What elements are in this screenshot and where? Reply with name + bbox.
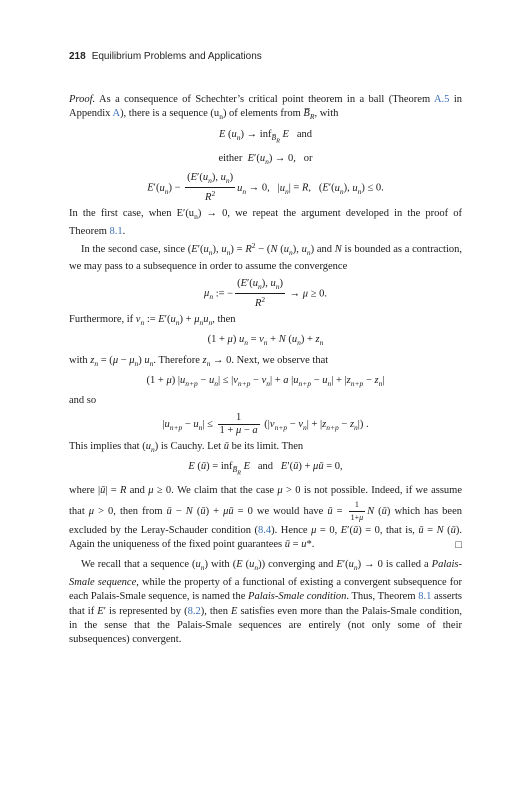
term-ps-condition: Palais-Smale condition bbox=[248, 591, 347, 603]
equation-cauchy: $|u_{n+p} - u_n|$ ≤ $\frac{1}{1 + \mu - a}$ $(|v_{n+p} - v_n| + |z_{n+p} - z_n|)$ . bbox=[162, 411, 369, 436]
equation-estimate: (1 + μ) $|u_{n+p} - u_n| \le |v_{n+p} - v_n| + a$ $|u_{n+p} - u_n| + |z_{n+p} - z_n|$ bbox=[146, 374, 385, 388]
proof-paragraph-4: Furthermore, if $v_n$ := $E'(u_n) + \mu_nu_n$, then bbox=[69, 313, 236, 327]
equation-either: either $E'(u_n) \to 0$, or bbox=[218, 152, 313, 166]
proof-paragraph-8: where |ū| = R and μ ≥ 0. We claim that the case μ > 0 is not possible. Indeed, if we assume that μ > 0, then from ū − N (ū) + μū = 0 we would have ū = $\frac{1}{1+\mu}$ N (ū) which has been excluded by the Leray-Schauder condition (8.4). Hence μ = 0, E′(ū) = 0, that is, ū = N (ū). Again the uniqueness of the fixed point guarantees ū = u*. □ bbox=[69, 485, 463, 551]
proof-label: Proof. bbox=[69, 94, 96, 105]
equation-decomposition: (1 + μ) $u_n = v_n + N$ $(u_n) + z_n$ bbox=[207, 334, 324, 348]
equation-alternative: $E'(u_n)$ − $\frac{(E'(u_n), u_n)}{R^2}$ $u_n \to 0$, $|u_n| = R$, ($E'(u_n)$, $u_n) \le 0$. bbox=[147, 172, 384, 204]
main-text bbox=[69, 93, 462, 648]
page-number: 218 bbox=[69, 51, 86, 62]
proof-paragraph-2: In the first case, when $E'(u_n) \to 0$, we repeat the argument developed in the proof of Theorem 8.1. bbox=[69, 208, 462, 237]
ref-theorem-8-1-remark[interactable]: 8.1 bbox=[418, 591, 432, 603]
ref-theorem-a5[interactable]: A.5 bbox=[433, 94, 450, 105]
equation-limit: E (ū) = inf$_{B̅_R}$ E and E′(ū) + μū = 0, bbox=[188, 461, 343, 477]
ref-appendix-a[interactable]: A bbox=[112, 108, 121, 120]
equation-inf: E $(u_n) \to inf_{B̅_R}$ E and bbox=[219, 128, 312, 145]
running-header bbox=[69, 51, 262, 62]
proof-paragraph-5: with $z_n = (\mu - \mu_n)$ $u_n$. Therefore $z_n \to 0$. Next, we observe that bbox=[69, 354, 329, 368]
proof-paragraph-3: In the second case, since ($E'(u_n)$, $u_n) = R^2 - (N$ $(u_n)$, $u_n$) and N is bounded as a contraction, we may pass to a subsequence in order to assume the convergence bbox=[69, 240, 463, 273]
remark-paragraph: We recall that a sequence $(u_n)$ with (E $(u_n)$) converging and $E'(u_n) \to 0$ is called a Palais-Smale sequence, while the property of a functional of existing a convergent subsequence for each Palais-Smale sequence, is named the Palais-Smale condition. Thus, Theorem 8.1 asserts that if E′ is represented by (8.2), then E satisfies even more than the Palais-Smale condition, in the sense that the Palais-Smale sequences are entirely (not only some of their subsequences) convergent. bbox=[69, 559, 463, 646]
proof-paragraph-7: This implies that $(u_n)$ is Cauchy. Let ū be its limit. Then bbox=[69, 440, 304, 454]
proof-paragraph-6: and so bbox=[69, 395, 97, 407]
term-ps-sequence: Palais-Smale sequence bbox=[69, 559, 463, 588]
ref-theorem-8-1[interactable]: 8.1 bbox=[109, 225, 123, 237]
equation-mu: $\mu_n$ := − $\frac{(E'(u_n), u_n)}{R^2}$ → μ ≥ 0. bbox=[204, 277, 327, 309]
chapter-title: Equilibrium Problems and Applications bbox=[91, 51, 262, 62]
proof-paragraph-1: Proof. As a consequence of Schechter’s critical point theorem in a ball (Theorem A.5 in Appendix A), there is a sequence $(u_n)$ of elements from $B̅_R$, with bbox=[69, 94, 462, 122]
ref-eq-8-4[interactable]: 8.4 bbox=[258, 524, 272, 536]
ref-eq-8-2[interactable]: 8.2 bbox=[187, 605, 201, 617]
qed-symbol: □ bbox=[455, 538, 462, 551]
